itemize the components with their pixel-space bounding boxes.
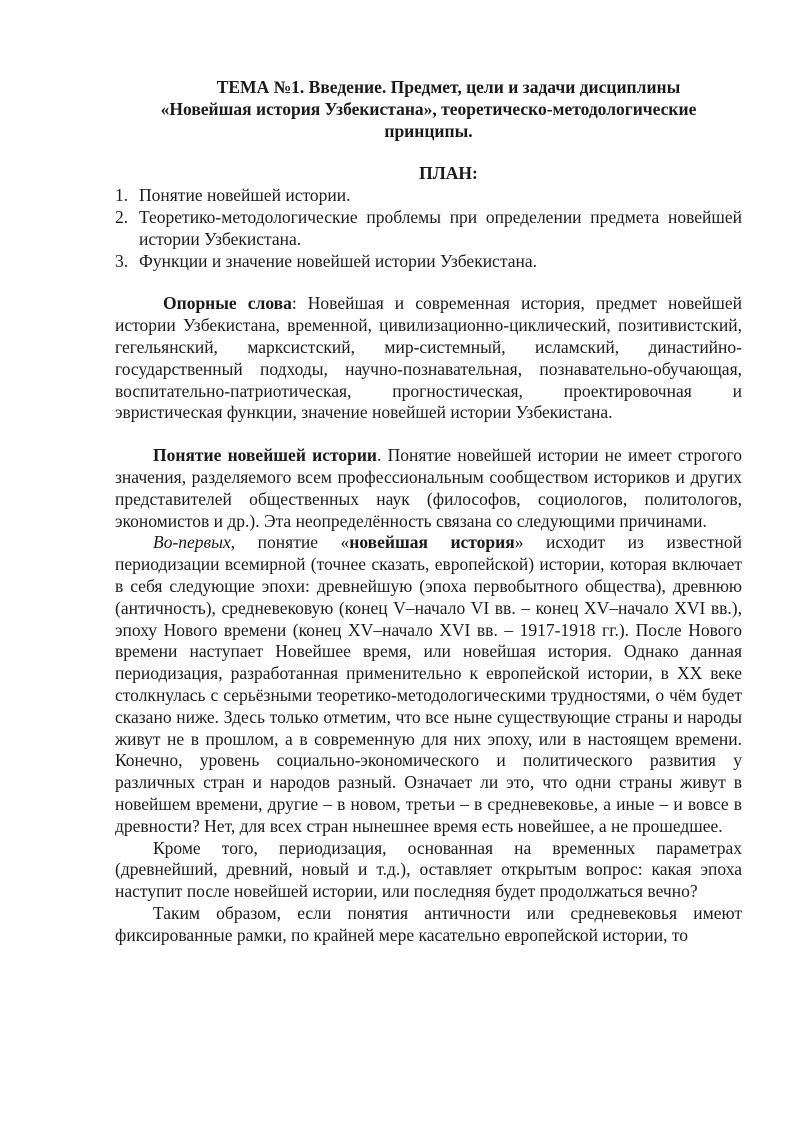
paragraph-conclusion: Таким образом, если понятия античности или средневековья имеют фиксированные рамки, по крайней мере касательно европейской истории, то — [115, 902, 742, 945]
plan-item-number: 1. — [115, 185, 129, 206]
title-line-3: принципы. — [384, 120, 473, 141]
plan-item — [115, 207, 742, 251]
section-intro-paragraph — [115, 445, 742, 532]
document-title — [115, 77, 742, 142]
title-line-2: «Новейшая история Узбекистана», теоретическо-методологические — [160, 98, 697, 119]
keywords-paragraph — [115, 293, 742, 424]
section-intro-text: . Понятие новейшей истории не имеет строгого значения, разделяемого всем профессиональным сообществом историков и других представителей общественных наук (философов, социологов, политологов, экономистов и др.). Эта неопределённость связана со следующими причинами. — [115, 445, 743, 531]
paragraph-periodization: Кроме того, периодизация, основанная на временных параметрах (древнейший, древний, новый и т.д.), оставляет открытым вопрос: какая эпоха наступит после новейшей истории, или последняя будет продолжаться вечно? — [115, 837, 742, 902]
plan-item — [115, 251, 742, 273]
section-heading: Понятие новейшей истории — [153, 445, 378, 466]
first-reason-lead: Во-первых — [153, 532, 231, 553]
plan-item-number: 3. — [115, 250, 129, 271]
plan-item-text: Функции и значение новейшей истории Узбекистана. — [139, 250, 537, 271]
plan-item — [115, 185, 742, 207]
title-line-1: ТЕМА №1. Введение. Предмет, цели и задачи дисциплины — [216, 77, 681, 97]
term-newest-history: новейшая история — [349, 532, 515, 553]
document-page — [115, 77, 742, 946]
keywords-label: Опорные слова — [163, 293, 292, 314]
paragraph-first-reason — [115, 532, 742, 837]
plan-heading: ПЛАН: — [419, 163, 478, 184]
first-reason-text: » исходит из известной периодизации всемирной (точнее сказать, европейской) истории, которая включает в себя следующие эпохи: древнейшую (эпоха первобытного общества), древнюю (античность), средневековую (конец V–начало VI вв. – конец XV–начало XVI вв.), эпоху Нового времени (конец XV–начало XVI вв. – 1917-1918 гг.). После Нового времени наступает Новейшее время, или новейшая история. Однако данная периодизация, разработанная применительно к европейской истории, в XX веке столкнулась с серьёзными теоретико-методологическими трудностями, о чём будет сказано ниже. Здесь только отметим, что все ныне существующие страны и народы живут не в прошлом, а в современную для них эпоху, или в настоящем времени. Конечно, уровень социально-экономического и политического развития у различных стран и народов разный. Означает ли это, что одни страны живут в новейшем времени, другие – в новом, третьи – в средневековье, а иные – и вовсе в древности? Нет, для всех стран нынешнее время есть новейшее, а не прошедшее. — [115, 532, 742, 836]
plan-item-number: 2. — [115, 206, 129, 227]
plan-item-text: Понятие новейшей истории. — [139, 185, 351, 206]
plan-item-text: Теоретико-методологические проблемы при определении предмета новейшей истории Узбекистана. — [139, 206, 742, 249]
first-reason-pre: , понятие « — [230, 532, 350, 553]
keywords-text: : Новейшая и современная история, предмет новейшей истории Узбекистана, временной, цивилизационно-циклический, позитивистский, гегельянский, марксистский, мир-системный, исламский, династийно-государственный подходы, научно-познавательная, познавательно-обучающая, воспитательно-патриотическая, прогностическая, проектировочная и эвристическая функции, значение новейшей истории Узбекистана. — [115, 293, 742, 423]
plan-list — [115, 185, 742, 272]
